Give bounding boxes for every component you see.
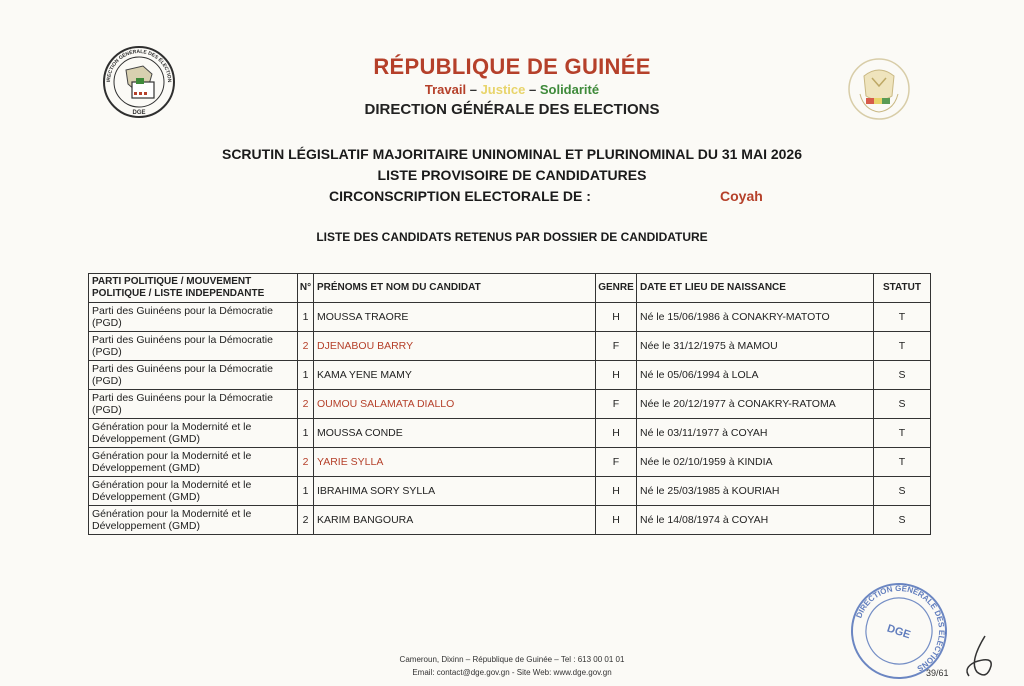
cell-gender: H [596,419,637,448]
motto-travail: Travail [424,82,467,97]
col-header-number: N° [298,274,314,303]
cell-birth: Née le 02/10/1959 à KINDIA [637,448,874,477]
cell-party: Parti des Guinéens pour la Démocratie (PGD) [89,303,298,332]
republic-title: RÉPUBLIQUE DE GUINÉE [373,54,651,79]
table-row [89,419,931,448]
col-header-name: PRÉNOMS ET NOM DU CANDIDAT [314,274,596,303]
table-row [89,332,931,361]
logo-ring-text: IRECTION GÉNÉRALE DES ÉLECTION [105,48,173,83]
cell-number: 2 [298,332,314,361]
page-number: 39/61 [926,668,949,678]
candidates-table [88,273,931,535]
table-row [89,390,931,419]
footer-address: Cameroun, Dixinn – République de Guinée – Tel : 613 00 01 01 [399,655,625,664]
cell-birth: Née le 31/12/1975 à MAMOU [637,332,874,361]
table-header-row [89,274,931,303]
official-stamp [848,580,950,682]
cell-status: T [874,303,931,332]
table-row [89,506,931,535]
cell-party: Parti des Guinéens pour la Démocratie (PGD) [89,390,298,419]
cell-number: 1 [298,477,314,506]
cell-candidate-name: KAMA YENE MAMY [314,361,596,390]
cell-number: 2 [298,448,314,477]
stamp-ring-text: DIRECTION GÉNÉRALE DES ÉLECTIONS [854,583,947,674]
cell-birth: Né le 25/03/1985 à KOURIAH [637,477,874,506]
cell-party: Parti des Guinéens pour la Démocratie (PGD) [89,332,298,361]
cell-gender: F [596,332,637,361]
cell-birth: Née le 20/12/1977 à CONAKRY-RATOMA [637,390,874,419]
cell-gender: H [596,361,637,390]
cell-number: 1 [298,303,314,332]
cell-candidate-name: MOUSSA TRAORE [314,303,596,332]
cell-gender: H [596,506,637,535]
col-header-party: PARTI POLITIQUE / MOUVEMENT POLITIQUE / LISTE INDEPENDANTE [89,274,298,303]
cell-status: S [874,361,931,390]
col-header-birth: DATE ET LIEU DE NAISSANCE [637,274,874,303]
cell-status: T [874,448,931,477]
table-row [89,477,931,506]
cell-candidate-name: KARIM BANGOURA [314,506,596,535]
motto-justice: Justice [480,82,526,97]
cell-number: 2 [298,506,314,535]
cell-status: S [874,506,931,535]
table-row [89,448,931,477]
cell-candidate-name: OUMOU SALAMATA DIALLO [314,390,596,419]
cell-status: S [874,390,931,419]
cell-party: Parti des Guinéens pour la Démocratie (PGD) [89,361,298,390]
cell-birth: Né le 14/08/1974 à COYAH [637,506,874,535]
cell-gender: H [596,477,637,506]
stamp-abbrev: DGE [885,622,912,642]
footer-contact: Email: contact@dge.gov.gn - Site Web: www.dge.gov.gn [412,668,612,677]
cell-party: Génération pour la Modernité et le Développement (GMD) [89,448,298,477]
motto-separator: – [525,82,540,97]
constituency-value: Coyah [720,188,763,204]
cell-candidate-name: DJENABOU BARRY [314,332,596,361]
cell-birth: Né le 15/06/1986 à CONAKRY-MATOTO [637,303,874,332]
cell-gender: F [596,390,637,419]
cell-party: Génération pour la Modernité et le Développement (GMD) [89,506,298,535]
cell-number: 2 [298,390,314,419]
cell-gender: F [596,448,637,477]
motto-separator: – [466,82,481,97]
cell-candidate-name: IBRAHIMA SORY SYLLA [314,477,596,506]
list-subtitle: LISTE DES CANDIDATS RETENUS PAR DOSSIER DE CANDIDATURE [316,230,708,244]
cell-birth: Né le 03/11/1977 à COYAH [637,419,874,448]
cell-status: T [874,419,931,448]
list-title: LISTE PROVISOIRE DE CANDIDATURES [377,167,647,183]
col-header-gender: GENRE [596,274,637,303]
table-row [89,303,931,332]
motto-solidarite: Solidarité [539,82,600,97]
cell-candidate-name: MOUSSA CONDE [314,419,596,448]
election-title: SCRUTIN LÉGISLATIF MAJORITAIRE UNINOMINAL ET PLURINOMINAL DU 31 MAI 2026 [221,146,802,162]
national-motto [0,82,1024,97]
cell-gender: H [596,303,637,332]
constituency-label: CIRCONSCRIPTION ELECTORALE DE : [329,188,591,204]
cell-number: 1 [298,419,314,448]
col-header-status: STATUT [874,274,931,303]
cell-party: Génération pour la Modernité et le Développement (GMD) [89,419,298,448]
cell-party: Génération pour la Modernité et le Développement (GMD) [89,477,298,506]
cell-candidate-name: YARIE SYLLA [314,448,596,477]
cell-birth: Né le 05/06/1994 à LOLA [637,361,874,390]
cell-status: T [874,332,931,361]
table-row [89,361,931,390]
cell-number: 1 [298,361,314,390]
logo-abbrev: DGE [132,110,146,116]
dge-title: DIRECTION GÉNÉRALE DES ELECTIONS [364,101,660,118]
cell-status: S [874,477,931,506]
